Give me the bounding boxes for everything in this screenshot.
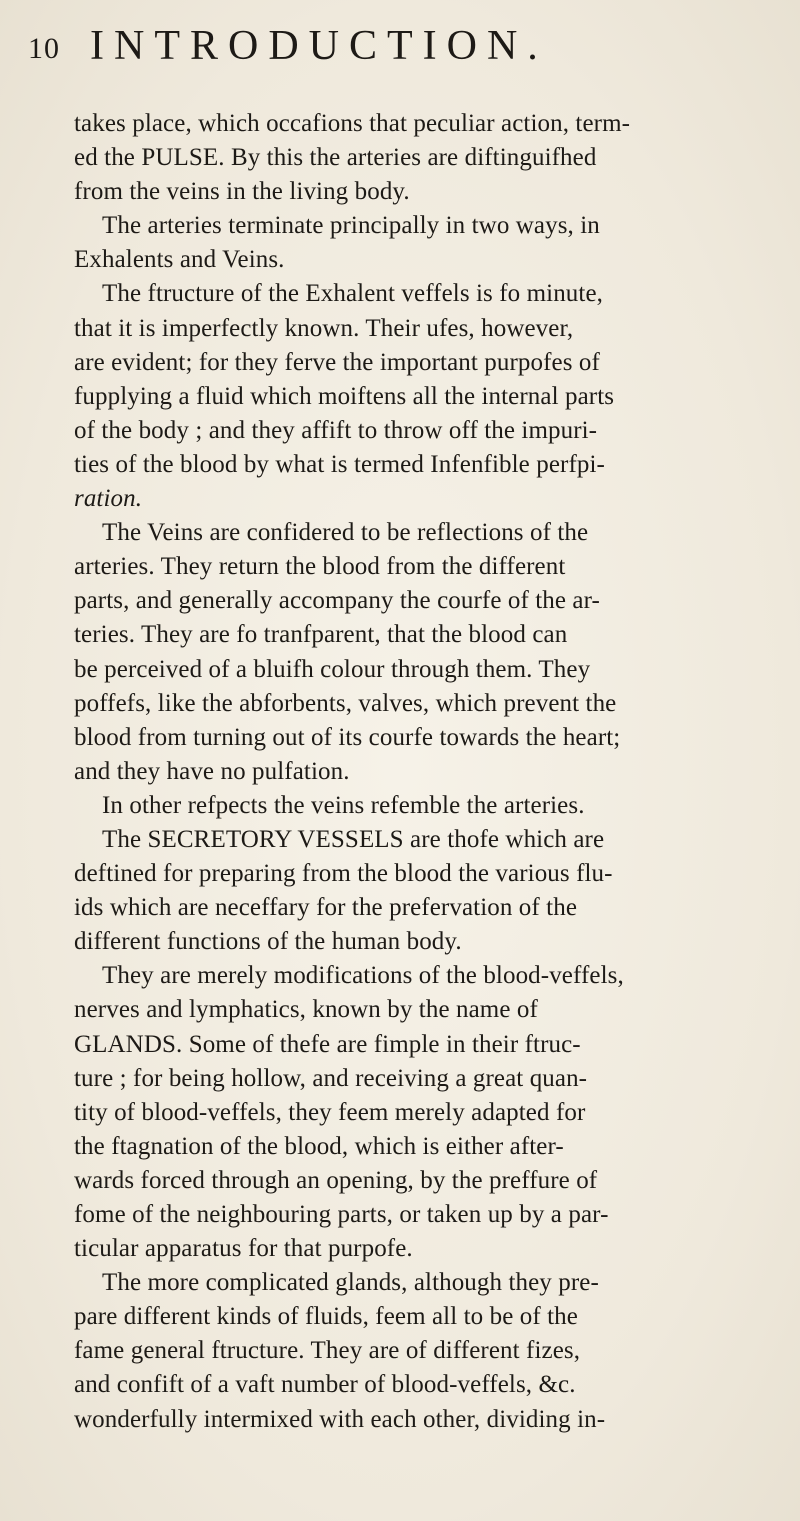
text-line-23: deftined for preparing from the blood the various flu- xyxy=(74,860,613,888)
text-line-35: The more complicated glands, although they pre- xyxy=(102,1269,599,1297)
text-line-28: GLANDS. Some of thefe are fimple in their ftruc- xyxy=(74,1030,581,1058)
text-line-16: teries. They are fo tranfparent, that the blood can xyxy=(74,621,568,649)
text-line-25: different functions of the human body. xyxy=(74,928,462,956)
text-line-20: and they have no pulfation. xyxy=(74,757,350,785)
text-line-1: takes place, which occafions that peculiar action, term- xyxy=(74,110,631,137)
text-line-7: that it is imperfectly known. Their ufes, however, xyxy=(74,314,574,342)
text-line-15: parts, and generally accompany the courfe of the ar- xyxy=(74,587,600,615)
text-line-9: fupplying a fluid which moiftens all the internal parts xyxy=(74,382,615,410)
text-line-24: ids which are neceffary for the prefervation of the xyxy=(74,894,578,922)
text-line-31: the ftagnation of the blood, which is either after- xyxy=(74,1132,564,1160)
text-line-30: tity of blood-veffels, they feem merely adapted for xyxy=(74,1098,586,1126)
text-line-5: Exhalents and Veins. xyxy=(74,246,285,274)
text-line-3: from the veins in the living body. xyxy=(74,178,410,206)
text-line-12: ration. xyxy=(74,485,143,513)
text-line-22: The SECRETORY VESSELS are thofe which are xyxy=(102,825,605,853)
text-line-39: wonderfully intermixed with each other, dividing in- xyxy=(74,1405,606,1433)
running-head: INTRODUCTION. xyxy=(90,23,548,69)
page-number: 10 xyxy=(28,32,60,65)
text-line-21: In other refpects the veins refemble the arteries. xyxy=(102,791,585,819)
text-line-2: ed the PULSE. By this the arteries are diftinguifhed xyxy=(74,144,597,172)
text-line-36: pare different kinds of fluids, feem all to be of the xyxy=(74,1303,578,1331)
text-line-38: and confift of a vaft number of blood-veffels, &c. xyxy=(74,1371,576,1399)
text-line-10: of the body ; and they affift to throw off the impuri- xyxy=(74,416,598,444)
text-line-26: They are merely modifications of the blood-veffels, xyxy=(102,962,624,990)
text-line-37: fame general ftructure. They are of different fizes, xyxy=(74,1337,581,1365)
text-line-33: fome of the neighbouring parts, or taken up by a par- xyxy=(74,1201,609,1228)
text-line-4: The arteries terminate principally in two ways, in xyxy=(102,212,600,240)
text-line-29: ture ; for being hollow, and receiving a great quan- xyxy=(74,1064,588,1092)
text-line-34: ticular apparatus for that purpofe. xyxy=(74,1235,413,1263)
text-line-18: poffefs, like the abforbents, valves, which prevent the xyxy=(74,689,617,717)
text-line-19: blood from turning out of its courfe towards the heart; xyxy=(74,723,621,751)
body-text xyxy=(74,107,794,1437)
text-line-6: The ftructure of the Exhalent veffels is fo minute, xyxy=(102,280,603,308)
page-header xyxy=(28,16,768,74)
text-line-32: wards forced through an opening, by the preffure of xyxy=(74,1166,598,1194)
text-line-17: be perceived of a bluifh colour through them. They xyxy=(74,655,591,683)
text-line-8: are evident; for they ferve the important purpofes of xyxy=(74,348,600,376)
text-line-27: nerves and lymphatics, known by the name of xyxy=(74,996,538,1024)
text-line-14: arteries. They return the blood from the different xyxy=(74,553,566,581)
text-line-13: The Veins are confidered to be reflections of the xyxy=(102,519,589,547)
text-line-11: ties of the blood by what is termed Infenfible perfpi- xyxy=(74,450,605,478)
